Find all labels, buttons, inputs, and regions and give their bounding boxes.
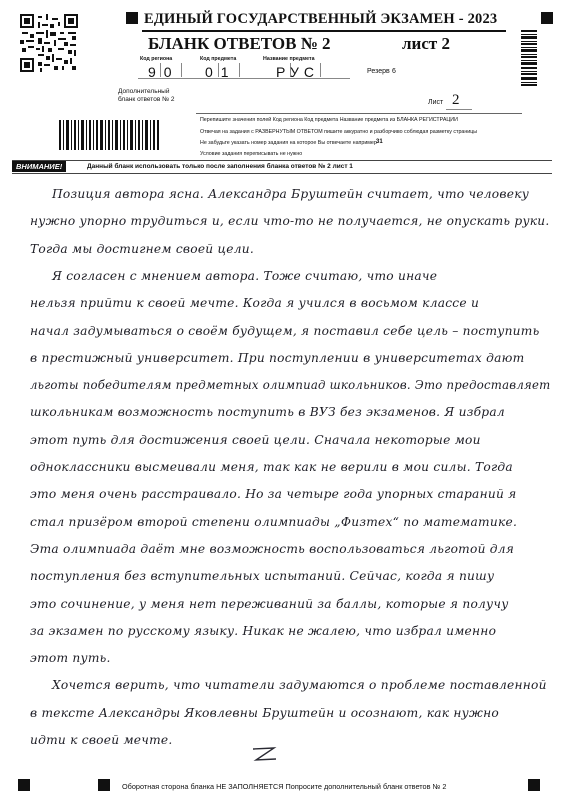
vertical-barcode [521,30,537,88]
answer-line: нельзя прийти к своей мечте. Когда я учился в восьмом классе и [30,296,480,311]
warning-text: Данный бланк использовать только после заполнения бланка ответов № 2 лист 1 [87,163,353,170]
answer-line: льготы победителям предметных олимпиад школьников. Это предоставляет [30,378,551,393]
answer-line: школьникам возможность поступить в ВУЗ без экзаменов. Я избрал [30,405,505,420]
subject-name-value: РУС [276,64,320,80]
instruction-write-neatly: Отвечая на задания с РАЗВЕРНУТЫМ ОТВЕТОМ пишите аккуратно и разборчиво соблюдая разметку страницы [200,129,478,135]
answer-line: этот путь. [30,651,111,666]
answer-line: одноклассники высмеивали меня, так как не верили в мои силы. Тогда [30,460,513,474]
answer-line: в престижный университет. При поступлении в университетах дают [30,350,525,365]
reserve-value: 6 [392,68,396,75]
answer-line: Эта олимпиада даёт мне возможность воспользоваться льготой для [30,541,515,556]
answer-line: Я согласен с мнением автора. Тоже считаю, что иначе [52,268,438,283]
corner-marker [126,12,138,24]
answer-line: начал задумываться о своём будущем, я поставил себе цель – поступить [30,323,540,338]
answer-line: Позиция автора ясна. Александра Бруштейн считает, что человеку [52,187,530,201]
subject-name-label: Название предмета [263,56,315,62]
footer-text: Оборотная сторона бланка НЕ ЗАПОЛНЯЕТСЯ Попросите дополнительный бланк ответов № 2 [122,782,447,791]
form-title: БЛАНК ОТВЕТОВ № 2 [148,34,331,53]
answer-line: это сочинение, у меня нет переживаний за баллы, которые я получу [30,596,509,611]
additional-form-label: Дополнительный бланк ответов № 2 [118,88,175,103]
corner-marker [528,779,540,791]
corner-marker [18,779,30,791]
header-rule [142,30,506,32]
region-code-label: Код региона [140,56,173,62]
warning-badge: ВНИМАНИЕ! [12,161,66,172]
answer-line: идти к своей мечте. [30,733,173,747]
instruction-fields-header: Перепишите значения полей Код региона Код предмета Название предмета из БЛАНКА РЕГИСТРАЦИИ [200,117,458,123]
answer-line: поступления без вступительных испытаний. Сейчас, когда я пишу [30,569,495,584]
answer-line: в тексте Александры Яковлевны Бруштейн и осознают, как нужно [30,705,499,720]
corner-marker [98,779,110,791]
instruction-no-rewrite: Условие задания переписывать не нужно [200,151,303,157]
answer-line: за экзамен по русскому языку. Никак не жалею, что избрал именно [30,623,497,638]
corner-marker [541,12,553,24]
answer-line: это меня очень расстраивало. Но за четыре года упорных стараний я [30,487,517,502]
answer-line: стал призёром второй степени олимпиады „Физтех“ по математике. [30,514,518,529]
end-mark [250,746,280,764]
answer-area [0,170,572,770]
subject-code-label: Код предмета [200,56,237,62]
qr-code [20,14,78,72]
exam-title: ЕДИНЫЙ ГОСУДАРСТВЕННЫЙ ЭКЗАМЕН - 2023 [144,11,498,27]
subject-code-value: 01 [205,64,237,80]
additional-sheet-value: 2 [452,92,460,108]
answer-line: этот путь для достижения своей цели. Сначала некоторые мои [30,432,481,447]
sheet-label: лист 2 [402,34,450,53]
answer-line: Тогда мы достигнем своей цели. [30,241,254,256]
task-number-example: 31 [376,139,383,145]
answer-line: Хочется верить, что читатели задумаются о проблеме поставленной [52,678,547,693]
answer-line: нужно упорно трудиться и, если что-то не получается, не опускать руки. [30,214,550,229]
horizontal-barcode [59,120,159,150]
region-code-value: 90 [148,64,180,80]
reserve-label: Резерв [367,68,390,75]
instruction-task-number: Не забудьте указать номер задания на которое Вы отвечаете например [200,140,377,146]
additional-sheet-label: Лист [428,99,444,106]
